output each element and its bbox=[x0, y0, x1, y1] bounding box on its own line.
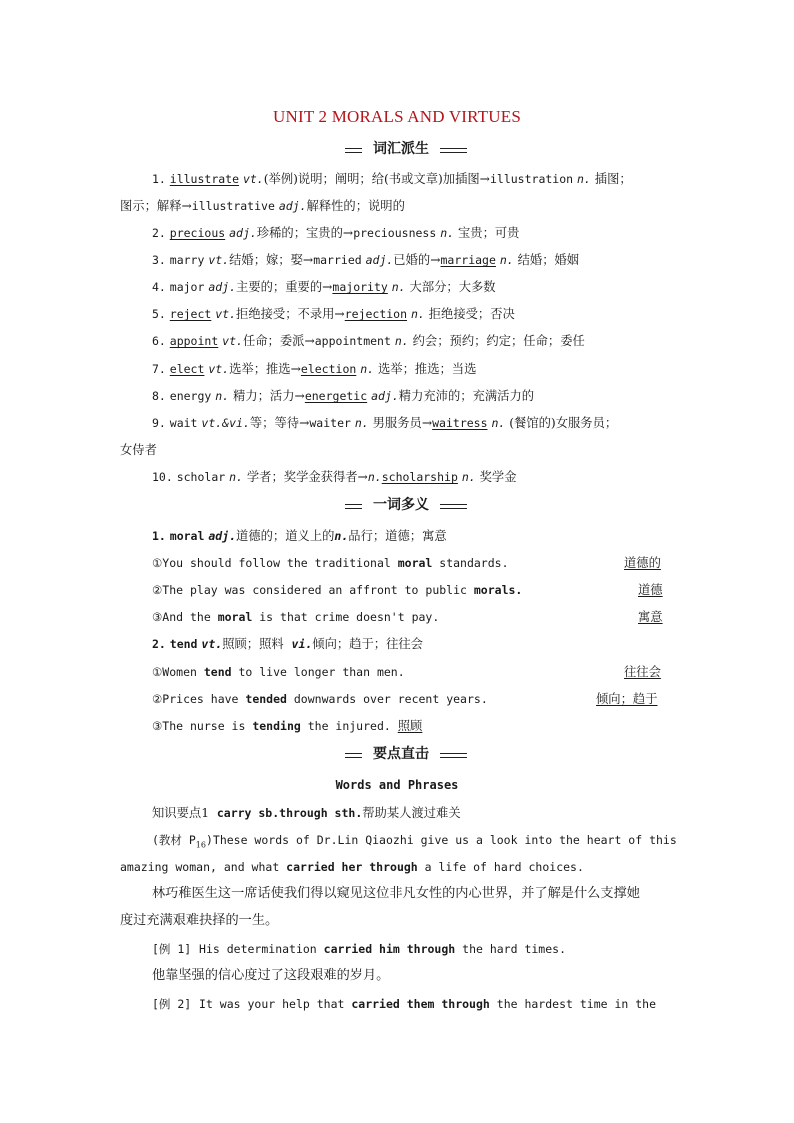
poly-example: ②The play was considered an affront to public morals. bbox=[152, 583, 523, 597]
translation-cont: 度过充满艰难抉择的一生。 bbox=[120, 913, 279, 928]
vocab-item-9: 9. wait vt.&vi.等；等待→waiter n. 男服务员→waitress n. (餐馆的)女服务员； bbox=[152, 416, 618, 430]
poly-head-2: 2. tend vt.照顾；照料 vi.倾向；趋于；往往会 bbox=[152, 637, 423, 651]
knowledge-point: 知识要点1 carry sb.through sth.帮助某人渡过难关 bbox=[152, 806, 461, 820]
poly-answer: 道德的 bbox=[624, 556, 661, 570]
example-1: [例 1] His determination carried him through the hard times. bbox=[152, 942, 566, 956]
section-header-label: 要点直击 bbox=[362, 744, 440, 764]
section-header-label: 一词多义 bbox=[362, 495, 440, 515]
example-1-translation: 他靠坚强的信心度过了这段艰难的岁月。 bbox=[152, 968, 390, 983]
section-header-vocab bbox=[0, 139, 794, 159]
vocab-item-1: 1. illustrate vt.(举例)说明；阐明；给(书或文章)加插图→illustration n. 插图； bbox=[152, 172, 632, 186]
translation: 林巧稚医生这一席话使我们得以窥见这位非凡女性的内心世界，并了解是什么支撑她 bbox=[152, 886, 640, 901]
vocab-item-9-cont: 女侍者 bbox=[120, 443, 157, 457]
vocab-item-5: 5. reject vt.拒绝接受；不录用→rejection n. 拒绝接受；否决 bbox=[152, 307, 515, 321]
poly-head-1: 1. moral adj.道德的；道义上的n.品行；道德；寓意 bbox=[152, 529, 447, 543]
vocab-item-3: 3. marry vt.结婚；嫁；娶→married adj.已婚的→marriage n. 结婚；婚姻 bbox=[152, 253, 580, 267]
word: illustrate bbox=[169, 172, 240, 186]
section-header-polysemy bbox=[0, 495, 794, 515]
source-text: (教材 $P_{16})These$ words of Dr.Lin Qiaozhi give us a look into the heart of this bbox=[152, 833, 677, 850]
section-header-points bbox=[0, 744, 794, 764]
poly-answer: 寓意 bbox=[638, 610, 663, 624]
poly-answer: 倾向；趋于 bbox=[596, 692, 658, 706]
poly-example: ③The nurse is tending the injured. 照顾 bbox=[152, 719, 423, 733]
page-title: UNIT 2 MORALS AND VIRTUES bbox=[273, 107, 521, 126]
poly-answer: 照顾 bbox=[397, 719, 423, 733]
vocab-item-6: 6. appoint vt.任命；委派→appointment n. 约会；预约；约定；任命；委任 bbox=[152, 334, 585, 348]
vocab-item-2: 2. precious adj.珍稀的；宝贵的→preciousness n. 宝贵；可贵 bbox=[152, 226, 520, 240]
vocab-item-10: 10. scholar n. 学者；奖学金获得者→n.scholarship n. 奖学金 bbox=[152, 470, 517, 484]
subheading: Words and Phrases bbox=[335, 778, 459, 792]
poly-example: ③And the moral is that crime doesn't pay. bbox=[152, 610, 440, 624]
poly-example: ①You should follow the traditional moral standards. bbox=[152, 556, 509, 570]
vocab-item-4: 4. major adj.主要的；重要的→majority n. 大部分；大多数 bbox=[152, 280, 496, 294]
vocab-item-1-cont: 图示；解释→illustrative adj.解释性的；说明的 bbox=[120, 199, 405, 213]
poly-example: ②Prices have tended downwards over recent years. bbox=[152, 692, 488, 706]
poly-example: ①Women tend to live longer than men. bbox=[152, 665, 405, 679]
vocab-item-7: 7. elect vt.选举；推选→election n. 选举；推选；当选 bbox=[152, 362, 477, 376]
vocab-item-8: 8. energy n. 精力；活力→energetic adj.精力充沛的；充满活力的 bbox=[152, 389, 535, 403]
poly-answer: 道德 bbox=[638, 583, 663, 597]
example-2: [例 2] It was your help that carried them through the hardest time in the bbox=[152, 997, 657, 1011]
poly-answer: 往往会 bbox=[624, 665, 661, 679]
source-text-cont: amazing woman, and what carried her through a life of hard choices. bbox=[120, 860, 584, 874]
section-header-label: 词汇派生 bbox=[362, 139, 440, 159]
